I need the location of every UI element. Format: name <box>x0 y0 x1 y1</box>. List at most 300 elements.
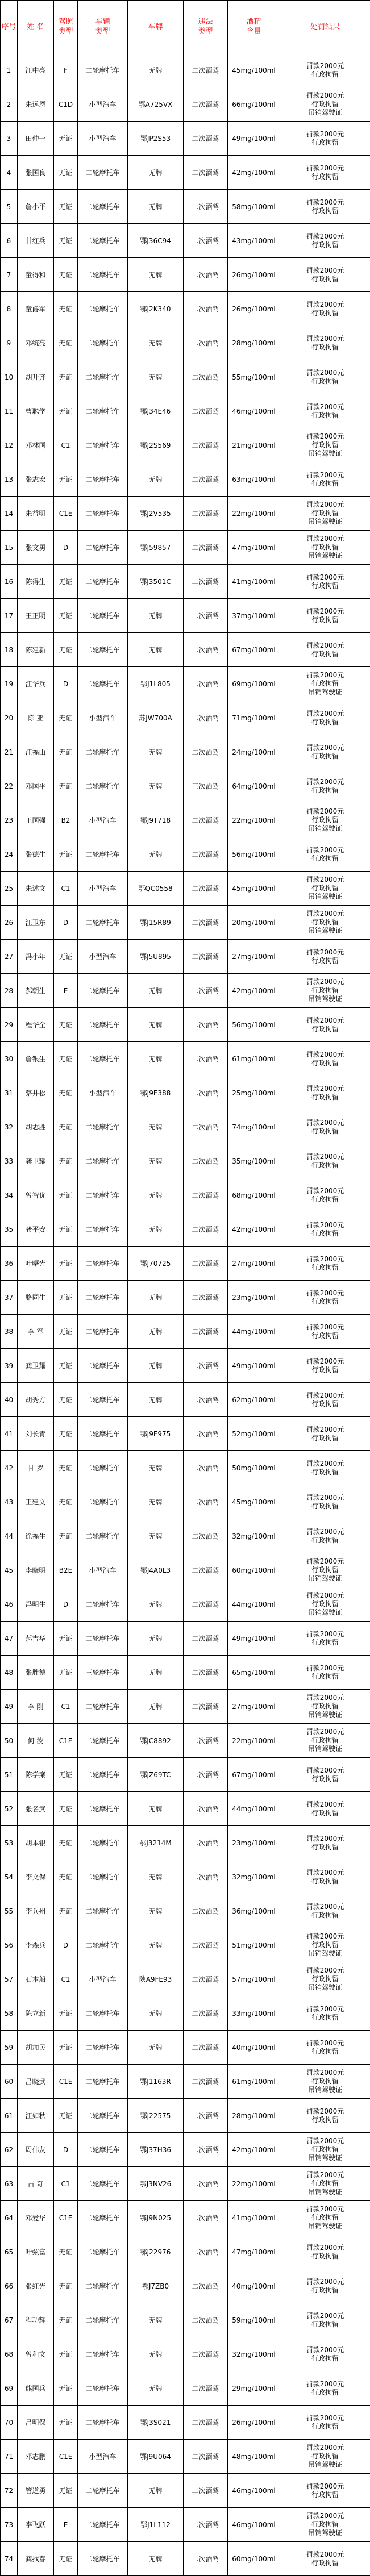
table-row <box>1 2406 370 2440</box>
cell-alcohol-content: 29mg/100ml <box>228 2371 280 2406</box>
cell-alcohol-content: 63mg/100ml <box>228 462 280 497</box>
cell-name: 陈 亚 <box>18 701 54 735</box>
cell-penalty-result: 罚款2000元 行政拘留 <box>280 122 370 156</box>
cell-violation-type: 二次酒驾 <box>184 2201 228 2235</box>
table-header-row <box>1 1 370 53</box>
table-row <box>1 497 370 531</box>
cell-violation-type: 二次酒驾 <box>184 837 228 872</box>
cell-license-type: 无证 <box>54 1792 78 1826</box>
cell-plate: 鄂J34E46 <box>128 394 184 428</box>
cell-violation-type: 二次酒驾 <box>184 1144 228 1178</box>
cell-license-type: 无证 <box>54 2371 78 2406</box>
cell-license-type: 无证 <box>54 1281 78 1315</box>
cell-no: 14 <box>1 497 18 531</box>
cell-name: 胡志胜 <box>18 1110 54 1144</box>
cell-alcohol-content: 46mg/100ml <box>228 394 280 428</box>
cell-vehicle-type: 二轮摩托车 <box>78 2303 128 2337</box>
table-row <box>1 122 370 156</box>
cell-no: 35 <box>1 1212 18 1247</box>
table-row <box>1 837 370 872</box>
cell-plate: 鄂J9U064 <box>128 2440 184 2474</box>
cell-license-type: D <box>54 667 78 701</box>
cell-alcohol-content: 68mg/100ml <box>228 1178 280 1212</box>
cell-plate: 鄂QC0558 <box>128 872 184 906</box>
cell-violation-type: 二次酒驾 <box>184 1110 228 1144</box>
cell-no: 46 <box>1 1587 18 1622</box>
cell-name: 李晓明 <box>18 1553 54 1587</box>
cell-penalty-result: 罚款2000元 行政拘留 <box>280 1144 370 1178</box>
cell-plate: 无牌 <box>128 190 184 224</box>
cell-no: 64 <box>1 2201 18 2235</box>
table-row <box>1 326 370 360</box>
cell-penalty-result: 罚款2000元 行政拘留 <box>280 735 370 769</box>
cell-penalty-result: 罚款2000元 行政拘留 <box>280 462 370 497</box>
table-row <box>1 2542 370 2576</box>
cell-alcohol-content: 61mg/100ml <box>228 2065 280 2099</box>
cell-plate: 无牌 <box>128 1042 184 1076</box>
cell-license-type: 无证 <box>54 258 78 292</box>
cell-alcohol-content: 56mg/100ml <box>228 837 280 872</box>
cell-alcohol-content: 44mg/100ml <box>228 1315 280 1349</box>
cell-penalty-result: 罚款2000元 行政拘留 <box>280 1996 370 2031</box>
cell-violation-type: 二次酒驾 <box>184 1042 228 1076</box>
cell-plate: 鄂J2K340 <box>128 292 184 326</box>
cell-no: 5 <box>1 190 18 224</box>
cell-name: 熊国兵 <box>18 2371 54 2406</box>
cell-violation-type: 二次酒驾 <box>184 633 228 667</box>
cell-penalty-result: 罚款2000元 行政拘留 吊销驾驶证 <box>280 531 370 565</box>
cell-violation-type: 二次酒驾 <box>184 1724 228 1758</box>
cell-plate: 无牌 <box>128 837 184 872</box>
cell-penalty-result: 罚款2000元 行政拘留 <box>280 1894 370 1928</box>
cell-name: 张文勇 <box>18 531 54 565</box>
cell-name: 王国强 <box>18 803 54 837</box>
cell-name: 吕明保 <box>18 2406 54 2440</box>
cell-no: 67 <box>1 2303 18 2337</box>
cell-license-type: D <box>54 531 78 565</box>
cell-violation-type: 三次酒驾 <box>184 769 228 803</box>
cell-penalty-result: 罚款2000元 行政拘留 <box>280 2474 370 2508</box>
cell-license-type: C1 <box>54 872 78 906</box>
cell-name: 陈学案 <box>18 1758 54 1792</box>
table-row <box>1 1247 370 1281</box>
cell-alcohol-content: 44mg/100ml <box>228 1587 280 1622</box>
cell-vehicle-type: 二轮摩托车 <box>78 428 128 462</box>
cell-license-type: 无证 <box>54 2303 78 2337</box>
cell-name: 胡升齐 <box>18 360 54 394</box>
cell-name: 程功辉 <box>18 2303 54 2337</box>
cell-penalty-result: 罚款2000元 行政拘留 吊销驾驶证 <box>280 428 370 462</box>
cell-vehicle-type: 二轮摩托车 <box>78 1485 128 1519</box>
cell-alcohol-content: 64mg/100ml <box>228 769 280 803</box>
cell-name: 张志宏 <box>18 462 54 497</box>
cell-vehicle-type: 小型汽车 <box>78 122 128 156</box>
cell-vehicle-type: 小型汽车 <box>78 701 128 735</box>
table-row <box>1 1724 370 1758</box>
cell-vehicle-type: 二轮摩托车 <box>78 1144 128 1178</box>
cell-penalty-result: 罚款2000元 行政拘留 <box>280 565 370 599</box>
table-row <box>1 1656 370 1690</box>
table-row <box>1 2440 370 2474</box>
cell-alcohol-content: 56mg/100ml <box>228 1008 280 1042</box>
cell-license-type: 无证 <box>54 394 78 428</box>
cell-license-type: 无证 <box>54 940 78 974</box>
cell-plate: 鄂J9N025 <box>128 2201 184 2235</box>
cell-penalty-result: 罚款2000元 行政拘留 吊销驾驶证 <box>280 872 370 906</box>
cell-name: 冯明生 <box>18 1587 54 1622</box>
table-row <box>1 2201 370 2235</box>
cell-license-type: 无证 <box>54 837 78 872</box>
cell-no: 73 <box>1 2508 18 2542</box>
cell-license-type: 无证 <box>54 122 78 156</box>
table-row <box>1 565 370 599</box>
cell-no: 19 <box>1 667 18 701</box>
cell-vehicle-type: 二轮摩托车 <box>78 360 128 394</box>
cell-license-type: C1E <box>54 2065 78 2099</box>
cell-alcohol-content: 55mg/100ml <box>228 360 280 394</box>
cell-penalty-result: 罚款2000元 行政拘留 吊销驾驶证 <box>280 803 370 837</box>
cell-plate: 无牌 <box>128 1894 184 1928</box>
cell-vehicle-type: 二轮摩托车 <box>78 2542 128 2576</box>
cell-vehicle-type: 二轮摩托车 <box>78 2337 128 2371</box>
cell-no: 8 <box>1 292 18 326</box>
cell-name: 张名武 <box>18 1792 54 1826</box>
cell-alcohol-content: 42mg/100ml <box>228 1212 280 1247</box>
cell-violation-type: 二次酒驾 <box>184 326 228 360</box>
table-row <box>1 1383 370 1417</box>
cell-name: 李 刚 <box>18 1690 54 1724</box>
cell-license-type: 无证 <box>54 735 78 769</box>
table-row <box>1 2474 370 2508</box>
cell-license-type: C1E <box>54 1724 78 1758</box>
cell-plate: 无牌 <box>128 1519 184 1553</box>
cell-vehicle-type: 二轮摩托车 <box>78 2099 128 2133</box>
cell-vehicle-type: 二轮摩托车 <box>78 326 128 360</box>
cell-alcohol-content: 45mg/100ml <box>228 872 280 906</box>
cell-license-type: 无证 <box>54 1894 78 1928</box>
cell-license-type: 无证 <box>54 1042 78 1076</box>
cell-name: 江如秋 <box>18 2099 54 2133</box>
cell-plate: 无牌 <box>128 53 184 87</box>
cell-plate: 无牌 <box>128 1315 184 1349</box>
cell-penalty-result: 罚款2000元 行政拘留 <box>280 1758 370 1792</box>
cell-license-type: D <box>54 1587 78 1622</box>
cell-alcohol-content: 44mg/100ml <box>228 1792 280 1826</box>
cell-no: 53 <box>1 1826 18 1860</box>
cell-vehicle-type: 二轮摩托车 <box>78 462 128 497</box>
table-row <box>1 2269 370 2303</box>
cell-license-type: F <box>54 53 78 87</box>
cell-license-type: 无证 <box>54 769 78 803</box>
cell-vehicle-type: 二轮摩托车 <box>78 837 128 872</box>
cell-name: 田仲一 <box>18 122 54 156</box>
cell-no: 69 <box>1 2371 18 2406</box>
cell-no: 51 <box>1 1758 18 1792</box>
cell-license-type: 无证 <box>54 2542 78 2576</box>
cell-penalty-result: 罚款2000元 行政拘留 吊销驾驶证 <box>280 1928 370 1962</box>
table-row <box>1 2167 370 2201</box>
cell-vehicle-type: 小型汽车 <box>78 803 128 837</box>
cell-penalty-result: 罚款2000元 行政拘留 吊销驾驶证 <box>280 2440 370 2474</box>
cell-penalty-result: 罚款2000元 行政拘留 吊销驾驶证 <box>280 497 370 531</box>
cell-vehicle-type: 小型汽车 <box>78 1553 128 1587</box>
cell-alcohol-content: 50mg/100ml <box>228 1451 280 1485</box>
cell-vehicle-type: 二轮摩托车 <box>78 394 128 428</box>
cell-license-type: E <box>54 974 78 1008</box>
cell-vehicle-type: 二轮摩托车 <box>78 2269 128 2303</box>
cell-no: 49 <box>1 1690 18 1724</box>
cell-vehicle-type: 小型汽车 <box>78 940 128 974</box>
cell-plate: 无牌 <box>128 1281 184 1315</box>
cell-plate: 无牌 <box>128 1178 184 1212</box>
cell-alcohol-content: 51mg/100ml <box>228 1928 280 1962</box>
cell-violation-type: 二次酒驾 <box>184 1519 228 1553</box>
cell-violation-type: 二次酒驾 <box>184 1008 228 1042</box>
cell-penalty-result: 罚款2000元 行政拘留 吊销驾驶证 <box>280 2201 370 2235</box>
cell-license-type: C1 <box>54 1962 78 1996</box>
cell-plate: 无牌 <box>128 462 184 497</box>
cell-license-type: 无证 <box>54 2031 78 2065</box>
cell-name: 李飞跃 <box>18 2508 54 2542</box>
cell-no: 62 <box>1 2133 18 2167</box>
cell-plate: 鄂JZ69TC <box>128 1758 184 1792</box>
cell-alcohol-content: 65mg/100ml <box>228 1656 280 1690</box>
cell-vehicle-type: 二轮摩托车 <box>78 1622 128 1656</box>
cell-license-type: 无证 <box>54 1485 78 1519</box>
table-row <box>1 1042 370 1076</box>
cell-vehicle-type: 二轮摩托车 <box>78 769 128 803</box>
cell-penalty-result: 罚款2000元 行政拘留 <box>280 190 370 224</box>
cell-name: 骆同生 <box>18 1281 54 1315</box>
table-row <box>1 1212 370 1247</box>
cell-no: 43 <box>1 1485 18 1519</box>
cell-no: 52 <box>1 1792 18 1826</box>
cell-penalty-result: 罚款2000元 行政拘留 <box>280 2303 370 2337</box>
cell-license-type: C1E <box>54 497 78 531</box>
cell-alcohol-content: 62mg/100ml <box>228 1383 280 1417</box>
cell-plate: 无牌 <box>128 360 184 394</box>
cell-license-type: 无证 <box>54 326 78 360</box>
table-row <box>1 1110 370 1144</box>
cell-no: 17 <box>1 599 18 633</box>
cell-alcohol-content: 27mg/100ml <box>228 1247 280 1281</box>
cell-alcohol-content: 32mg/100ml <box>228 2337 280 2371</box>
cell-penalty-result: 罚款2000元 行政拘留 吊销驾驶证 <box>280 667 370 701</box>
cell-alcohol-content: 46mg/100ml <box>228 2508 280 2542</box>
cell-license-type: 无证 <box>54 224 78 258</box>
cell-violation-type: 二次酒驾 <box>184 2065 228 2099</box>
cell-vehicle-type: 二轮摩托车 <box>78 1008 128 1042</box>
cell-name: 冯小年 <box>18 940 54 974</box>
table-row <box>1 394 370 428</box>
table-row <box>1 1962 370 1996</box>
cell-name: 张国良 <box>18 156 54 190</box>
cell-alcohol-content: 58mg/100ml <box>228 190 280 224</box>
cell-violation-type: 二次酒驾 <box>184 2508 228 2542</box>
cell-penalty-result: 罚款2000元 行政拘留 <box>280 1826 370 1860</box>
cell-alcohol-content: 22mg/100ml <box>228 1724 280 1758</box>
table-row <box>1 1315 370 1349</box>
cell-plate: 苏JW700A <box>128 701 184 735</box>
cell-plate: 无牌 <box>128 2031 184 2065</box>
cell-plate: 鄂J22575 <box>128 2099 184 2133</box>
cell-penalty-result: 罚款2000元 行政拘留 <box>280 1076 370 1110</box>
cell-no: 44 <box>1 1519 18 1553</box>
cell-penalty-result: 罚款2000元 行政拘留 <box>280 224 370 258</box>
cell-alcohol-content: 26mg/100ml <box>228 292 280 326</box>
table-row <box>1 1826 370 1860</box>
cell-penalty-result: 罚款2000元 行政拘留 <box>280 53 370 87</box>
cell-vehicle-type: 二轮摩托车 <box>78 1894 128 1928</box>
cell-alcohol-content: 32mg/100ml <box>228 1860 280 1894</box>
cell-alcohol-content: 59mg/100ml <box>228 2303 280 2337</box>
cell-alcohol-content: 36mg/100ml <box>228 1894 280 1928</box>
cell-violation-type: 二次酒驾 <box>184 462 228 497</box>
cell-violation-type: 二次酒驾 <box>184 1417 228 1451</box>
cell-violation-type: 二次酒驾 <box>184 1178 228 1212</box>
cell-plate: 无牌 <box>128 1451 184 1485</box>
cell-name: 朱述文 <box>18 872 54 906</box>
cell-vehicle-type: 二轮摩托车 <box>78 2235 128 2269</box>
cell-no: 24 <box>1 837 18 872</box>
cell-vehicle-type: 二轮摩托车 <box>78 1042 128 1076</box>
cell-violation-type: 二次酒驾 <box>184 2099 228 2133</box>
cell-violation-type: 二次酒驾 <box>184 2406 228 2440</box>
cell-vehicle-type: 二轮摩托车 <box>78 258 128 292</box>
cell-vehicle-type: 二轮摩托车 <box>78 2371 128 2406</box>
cell-plate: 无牌 <box>128 1485 184 1519</box>
cell-no: 25 <box>1 872 18 906</box>
cell-violation-type: 二次酒驾 <box>184 428 228 462</box>
cell-alcohol-content: 20mg/100ml <box>228 906 280 940</box>
cell-vehicle-type: 二轮摩托车 <box>78 633 128 667</box>
cell-no: 34 <box>1 1178 18 1212</box>
cell-plate: 无牌 <box>128 769 184 803</box>
cell-no: 63 <box>1 2167 18 2201</box>
cell-name: 李 军 <box>18 1315 54 1349</box>
cell-vehicle-type: 二轮摩托车 <box>78 1758 128 1792</box>
cell-violation-type: 二次酒驾 <box>184 2133 228 2167</box>
cell-license-type: 无证 <box>54 462 78 497</box>
cell-penalty-result: 罚款2000元 行政拘留 <box>280 1451 370 1485</box>
cell-license-type: C1E <box>54 2201 78 2235</box>
cell-name: 邓爱华 <box>18 2201 54 2235</box>
table-row <box>1 462 370 497</box>
cell-name: 程华全 <box>18 1008 54 1042</box>
cell-alcohol-content: 21mg/100ml <box>228 428 280 462</box>
table-body <box>1 53 370 2576</box>
cell-license-type: 无证 <box>54 1349 78 1383</box>
cell-violation-type: 二次酒驾 <box>184 1622 228 1656</box>
cell-plate: 无牌 <box>128 599 184 633</box>
cell-vehicle-type: 二轮摩托车 <box>78 1315 128 1349</box>
cell-no: 9 <box>1 326 18 360</box>
cell-license-type: E <box>54 2508 78 2542</box>
cell-alcohol-content: 27mg/100ml <box>228 940 280 974</box>
cell-name: 胡本银 <box>18 1826 54 1860</box>
cell-license-type: 无证 <box>54 1860 78 1894</box>
cell-plate: 鄂J9E975 <box>128 1417 184 1451</box>
cell-penalty-result: 罚款2000元 行政拘留 <box>280 2371 370 2406</box>
cell-name: 江华兵 <box>18 667 54 701</box>
cell-penalty-result: 罚款2000元 行政拘留 <box>280 1008 370 1042</box>
cell-alcohol-content: 43mg/100ml <box>228 224 280 258</box>
table-row <box>1 1076 370 1110</box>
cell-vehicle-type: 二轮摩托车 <box>78 1178 128 1212</box>
table-row <box>1 190 370 224</box>
cell-no: 38 <box>1 1315 18 1349</box>
cell-name: 童得和 <box>18 258 54 292</box>
cell-license-type: 无证 <box>54 1212 78 1247</box>
cell-name: 朱益明 <box>18 497 54 531</box>
cell-name: 张德生 <box>18 837 54 872</box>
cell-vehicle-type: 二轮摩托车 <box>78 1349 128 1383</box>
cell-penalty-result: 罚款2000元 行政拘留 吊销驾驶证 <box>280 974 370 1008</box>
cell-violation-type: 二次酒驾 <box>184 531 228 565</box>
cell-violation-type: 二次酒驾 <box>184 258 228 292</box>
cell-alcohol-content: 42mg/100ml <box>228 156 280 190</box>
cell-vehicle-type: 二轮摩托车 <box>78 1860 128 1894</box>
cell-penalty-result: 罚款2000元 行政拘留 吊销驾驶证 <box>280 2167 370 2201</box>
cell-no: 27 <box>1 940 18 974</box>
cell-no: 40 <box>1 1383 18 1417</box>
cell-name: 石本船 <box>18 1962 54 1996</box>
table-row <box>1 531 370 565</box>
cell-plate: 鄂J1L805 <box>128 667 184 701</box>
cell-no: 66 <box>1 2269 18 2303</box>
cell-license-type: 无证 <box>54 701 78 735</box>
cell-vehicle-type: 二轮摩托车 <box>78 599 128 633</box>
cell-plate: 鄂JC8892 <box>128 1724 184 1758</box>
cell-name: 何 波 <box>18 1724 54 1758</box>
cell-license-type: C1 <box>54 428 78 462</box>
cell-vehicle-type: 小型汽车 <box>78 1076 128 1110</box>
cell-penalty-result: 罚款2000元 行政拘留 吊销驾驶证 <box>280 1724 370 1758</box>
cell-name: 龚卫耀 <box>18 1144 54 1178</box>
cell-penalty-result: 罚款2000元 行政拘留 吊销驾驶证 <box>280 1690 370 1724</box>
cell-plate: 鄂J2V535 <box>128 497 184 531</box>
cell-license-type: 无证 <box>54 1996 78 2031</box>
cell-plate: 无牌 <box>128 974 184 1008</box>
header-vehicle-type: 车辆 类型 <box>78 1 128 53</box>
cell-name: 江卫东 <box>18 906 54 940</box>
cell-name: 管道勇 <box>18 2474 54 2508</box>
cell-name: 龚卫耀 <box>18 1349 54 1383</box>
table-row <box>1 599 370 633</box>
table-row <box>1 292 370 326</box>
cell-violation-type: 二次酒驾 <box>184 2440 228 2474</box>
cell-violation-type: 二次酒驾 <box>184 974 228 1008</box>
table-row <box>1 940 370 974</box>
cell-violation-type: 二次酒驾 <box>184 224 228 258</box>
cell-plate: 鄂J59857 <box>128 531 184 565</box>
cell-alcohol-content: 49mg/100ml <box>228 1349 280 1383</box>
cell-vehicle-type: 二轮摩托车 <box>78 1792 128 1826</box>
cell-no: 33 <box>1 1144 18 1178</box>
cell-vehicle-type: 二轮摩托车 <box>78 2201 128 2235</box>
cell-name: 邓统亮 <box>18 326 54 360</box>
cell-violation-type: 二次酒驾 <box>184 2167 228 2201</box>
cell-violation-type: 二次酒驾 <box>184 667 228 701</box>
cell-plate: 鄂J2S569 <box>128 428 184 462</box>
cell-vehicle-type: 二轮摩托车 <box>78 2406 128 2440</box>
cell-plate: 无牌 <box>128 1792 184 1826</box>
header-plate: 车牌 <box>128 1 184 53</box>
table-row <box>1 701 370 735</box>
cell-plate: 无牌 <box>128 1349 184 1383</box>
cell-penalty-result: 罚款2000元 行政拘留 <box>280 156 370 190</box>
cell-no: 12 <box>1 428 18 462</box>
